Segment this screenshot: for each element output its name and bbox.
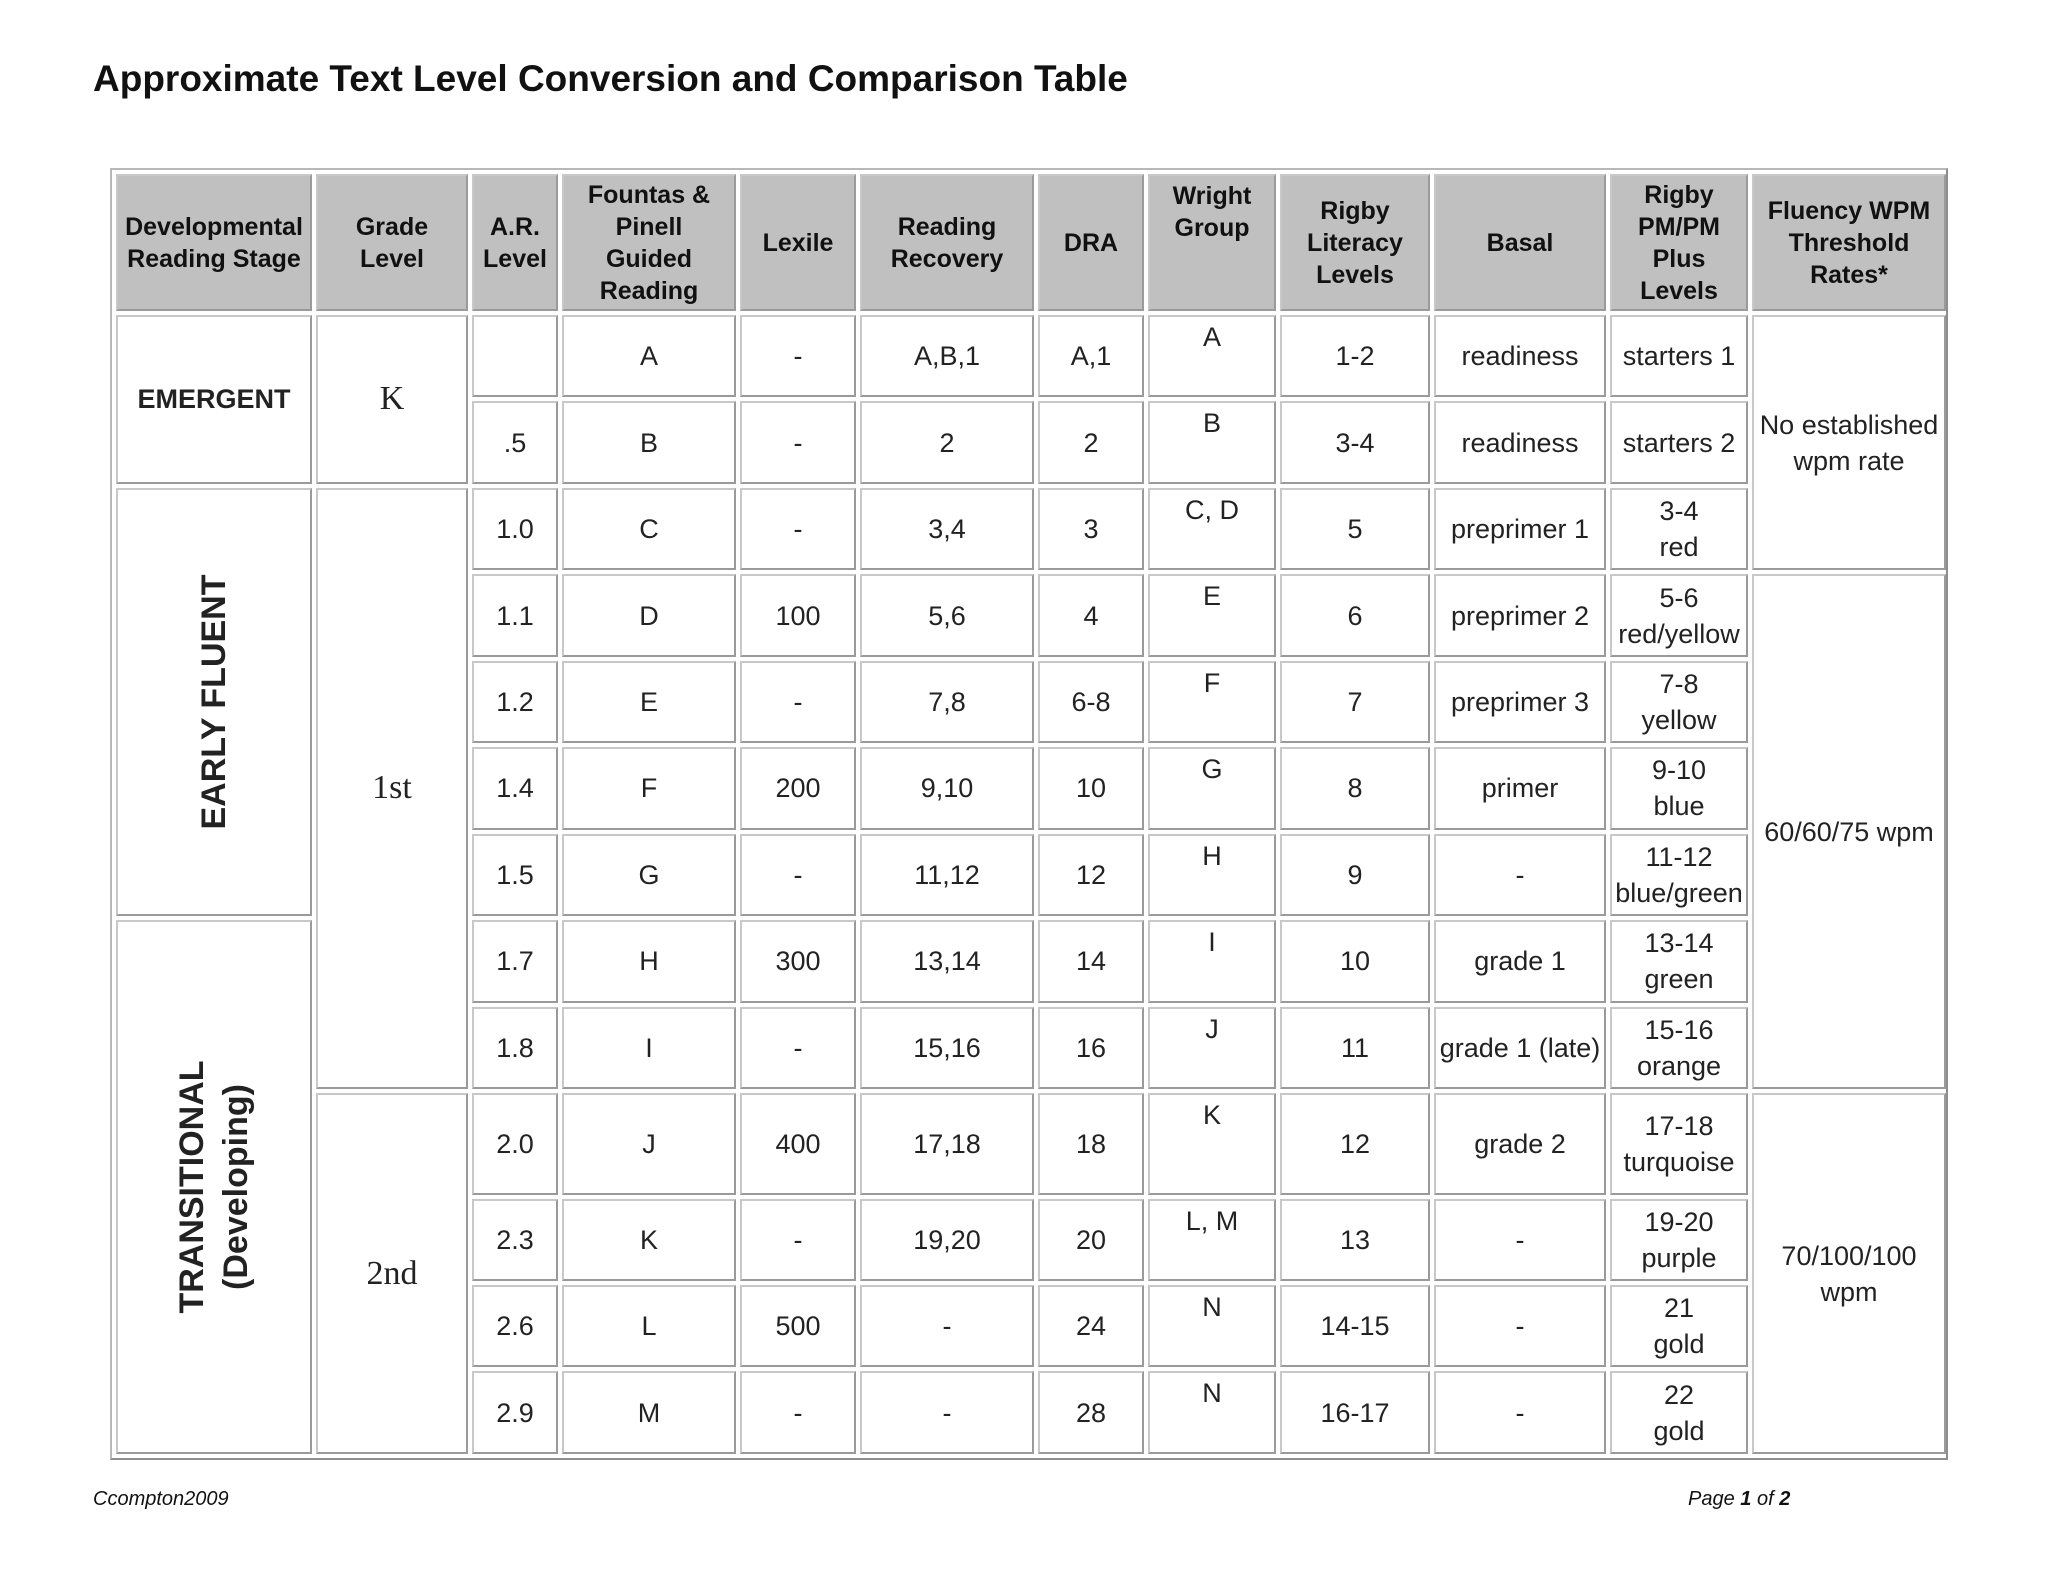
cell-fp: D: [562, 574, 736, 656]
cell-rr: 19,20: [860, 1199, 1034, 1281]
cell-dra: 12: [1038, 834, 1144, 916]
cell-pm: 5-6 red/yellow: [1610, 574, 1748, 656]
cell-lexile: 100: [740, 574, 856, 656]
cell-fp: H: [562, 920, 736, 1002]
cell-wright: K: [1148, 1093, 1276, 1194]
cell-rr: 11,12: [860, 834, 1034, 916]
cell-lexile: 300: [740, 920, 856, 1002]
cell-rr: -: [860, 1285, 1034, 1367]
cell-basal: grade 2: [1434, 1093, 1606, 1194]
cell-lexile: 500: [740, 1285, 856, 1367]
cell-rr: 17,18: [860, 1093, 1034, 1194]
cell-rigby: 10: [1280, 920, 1430, 1002]
stage-early-fluent: [116, 488, 312, 916]
cell-rigby: 6: [1280, 574, 1430, 656]
cell-lexile: 200: [740, 747, 856, 829]
header-rigby-pm-levels: Rigby PM/PM Plus Levels: [1610, 174, 1748, 311]
cell-basal: -: [1434, 1371, 1606, 1454]
cell-fp: E: [562, 661, 736, 743]
cell-rigby: 16-17: [1280, 1371, 1430, 1454]
cell-rigby: 13: [1280, 1199, 1430, 1281]
cell-ar: 2.3: [472, 1199, 558, 1281]
cell-dra: 2: [1038, 401, 1144, 483]
cell-dra: 14: [1038, 920, 1144, 1002]
cell-pm: 19-20 purple: [1610, 1199, 1748, 1281]
table-row: [116, 315, 1946, 397]
cell-pm: 3-4 red: [1610, 488, 1748, 570]
cell-ar: 1.8: [472, 1007, 558, 1089]
cell-wright: B: [1148, 401, 1276, 483]
cell-pm: 17-18 turquoise: [1610, 1093, 1748, 1194]
cell-fp: B: [562, 401, 736, 483]
cell-fp: I: [562, 1007, 736, 1089]
cell-wright: N: [1148, 1285, 1276, 1367]
cell-fp: J: [562, 1093, 736, 1194]
cell-wright: C, D: [1148, 488, 1276, 570]
cell-rigby: 7: [1280, 661, 1430, 743]
cell-lexile: -: [740, 315, 856, 397]
grade-second: 2nd: [316, 1093, 468, 1454]
grade-first: 1st: [316, 488, 468, 1089]
cell-wright: H: [1148, 834, 1276, 916]
header-row: [116, 174, 1946, 311]
cell-ar: 1.1: [472, 574, 558, 656]
conversion-table: [110, 168, 1948, 1460]
cell-fp: A: [562, 315, 736, 397]
stage-emergent: EMERGENT: [116, 315, 312, 484]
cell-ar: 2.6: [472, 1285, 558, 1367]
cell-wright: G: [1148, 747, 1276, 829]
cell-basal: readiness: [1434, 401, 1606, 483]
cell-wright: E: [1148, 574, 1276, 656]
cell-dra: 4: [1038, 574, 1144, 656]
page-number: Page 1 of 2: [1688, 1488, 1791, 1510]
cell-pm: 11-12 blue/green: [1610, 834, 1748, 916]
header-reading-recovery: Reading Recovery: [860, 174, 1034, 311]
cell-rigby: 1-2: [1280, 315, 1430, 397]
cell-basal: readiness: [1434, 315, 1606, 397]
cell-rigby: 9: [1280, 834, 1430, 916]
cell-basal: grade 1: [1434, 920, 1606, 1002]
cell-rr: 15,16: [860, 1007, 1034, 1089]
cell-pm: 9-10 blue: [1610, 747, 1748, 829]
stage-transitional-label: TRANSITIONAL (Developing): [173, 1060, 255, 1314]
cell-ar: 1.4: [472, 747, 558, 829]
cell-wright: J: [1148, 1007, 1276, 1089]
cell-wright: I: [1148, 920, 1276, 1002]
cell-pm: 15-16 orange: [1610, 1007, 1748, 1089]
cell-pm: 7-8 yellow: [1610, 661, 1748, 743]
cell-wright: N: [1148, 1371, 1276, 1454]
cell-dra: A,1: [1038, 315, 1144, 397]
header-dra: DRA: [1038, 174, 1144, 311]
cell-basal: -: [1434, 1285, 1606, 1367]
cell-ar: 1.5: [472, 834, 558, 916]
cell-basal: primer: [1434, 747, 1606, 829]
cell-dra: 24: [1038, 1285, 1144, 1367]
cell-rr: -: [860, 1371, 1034, 1454]
cell-rigby: 3-4: [1280, 401, 1430, 483]
cell-lexile: -: [740, 401, 856, 483]
cell-dra: 28: [1038, 1371, 1144, 1454]
fluency-k: No established wpm rate: [1752, 315, 1946, 570]
cell-wright: L, M: [1148, 1199, 1276, 1281]
cell-rr: A,B,1: [860, 315, 1034, 397]
cell-lexile: -: [740, 1371, 856, 1454]
stage-early-fluent-label: EARLY FLUENT: [195, 574, 233, 830]
cell-dra: 3: [1038, 488, 1144, 570]
grade-k: K: [316, 315, 468, 484]
cell-rigby: 12: [1280, 1093, 1430, 1194]
cell-ar: 1.0: [472, 488, 558, 570]
cell-rr: 5,6: [860, 574, 1034, 656]
cell-fp: C: [562, 488, 736, 570]
header-rigby-literacy-levels: Rigby Literacy Levels: [1280, 174, 1430, 311]
cell-dra: 20: [1038, 1199, 1144, 1281]
cell-rr: 7,8: [860, 661, 1034, 743]
cell-rr: 9,10: [860, 747, 1034, 829]
cell-lexile: -: [740, 1007, 856, 1089]
cell-rigby: 5: [1280, 488, 1430, 570]
cell-basal: grade 1 (late): [1434, 1007, 1606, 1089]
header-fluency-wpm: Fluency WPM Threshold Rates*: [1752, 174, 1946, 311]
cell-wright: F: [1148, 661, 1276, 743]
page-title: Approximate Text Level Conversion and Comparison Table: [93, 58, 1128, 99]
cell-lexile: -: [740, 488, 856, 570]
header-lexile: Lexile: [740, 174, 856, 311]
table-row: [116, 488, 1946, 570]
cell-rr: 2: [860, 401, 1034, 483]
footer-author: Ccompton2009: [93, 1488, 229, 1510]
cell-fp: F: [562, 747, 736, 829]
cell-rigby: 8: [1280, 747, 1430, 829]
fluency-second: 70/100/100 wpm: [1752, 1093, 1946, 1454]
cell-pm: 13-14 green: [1610, 920, 1748, 1002]
cell-pm: 21 gold: [1610, 1285, 1748, 1367]
cell-dra: 18: [1038, 1093, 1144, 1194]
cell-pm: starters 1: [1610, 315, 1748, 397]
cell-fp: M: [562, 1371, 736, 1454]
cell-dra: 6-8: [1038, 661, 1144, 743]
cell-ar: 1.7: [472, 920, 558, 1002]
cell-rigby: 11: [1280, 1007, 1430, 1089]
cell-basal: -: [1434, 834, 1606, 916]
header-grade-level: Grade Level: [316, 174, 468, 311]
cell-basal: preprimer 3: [1434, 661, 1606, 743]
cell-ar: .5: [472, 401, 558, 483]
cell-ar: 2.9: [472, 1371, 558, 1454]
cell-rr: 13,14: [860, 920, 1034, 1002]
header-ar-level: A.R. Level: [472, 174, 558, 311]
header-developmental-reading-stage: Developmental Reading Stage: [116, 174, 312, 311]
cell-lexile: -: [740, 661, 856, 743]
cell-dra: 16: [1038, 1007, 1144, 1089]
cell-dra: 10: [1038, 747, 1144, 829]
cell-fp: K: [562, 1199, 736, 1281]
cell-rr: 3,4: [860, 488, 1034, 570]
cell-lexile: -: [740, 1199, 856, 1281]
cell-basal: -: [1434, 1199, 1606, 1281]
header-wright-group: Wright Group: [1148, 174, 1276, 311]
cell-pm: 22 gold: [1610, 1371, 1748, 1454]
header-basal: Basal: [1434, 174, 1606, 311]
header-fountas-pinell: Fountas & Pinell Guided Reading: [562, 174, 736, 311]
cell-rigby: 14-15: [1280, 1285, 1430, 1367]
cell-lexile: 400: [740, 1093, 856, 1194]
stage-transitional: [116, 920, 312, 1454]
cell-lexile: -: [740, 834, 856, 916]
cell-ar: 2.0: [472, 1093, 558, 1194]
cell-basal: preprimer 2: [1434, 574, 1606, 656]
cell-pm: starters 2: [1610, 401, 1748, 483]
cell-fp: L: [562, 1285, 736, 1367]
cell-ar: [472, 315, 558, 397]
cell-fp: G: [562, 834, 736, 916]
cell-wright: A: [1148, 315, 1276, 397]
cell-ar: 1.2: [472, 661, 558, 743]
table-row: [116, 1093, 1946, 1194]
fluency-first: 60/60/75 wpm: [1752, 574, 1946, 1089]
cell-basal: preprimer 1: [1434, 488, 1606, 570]
